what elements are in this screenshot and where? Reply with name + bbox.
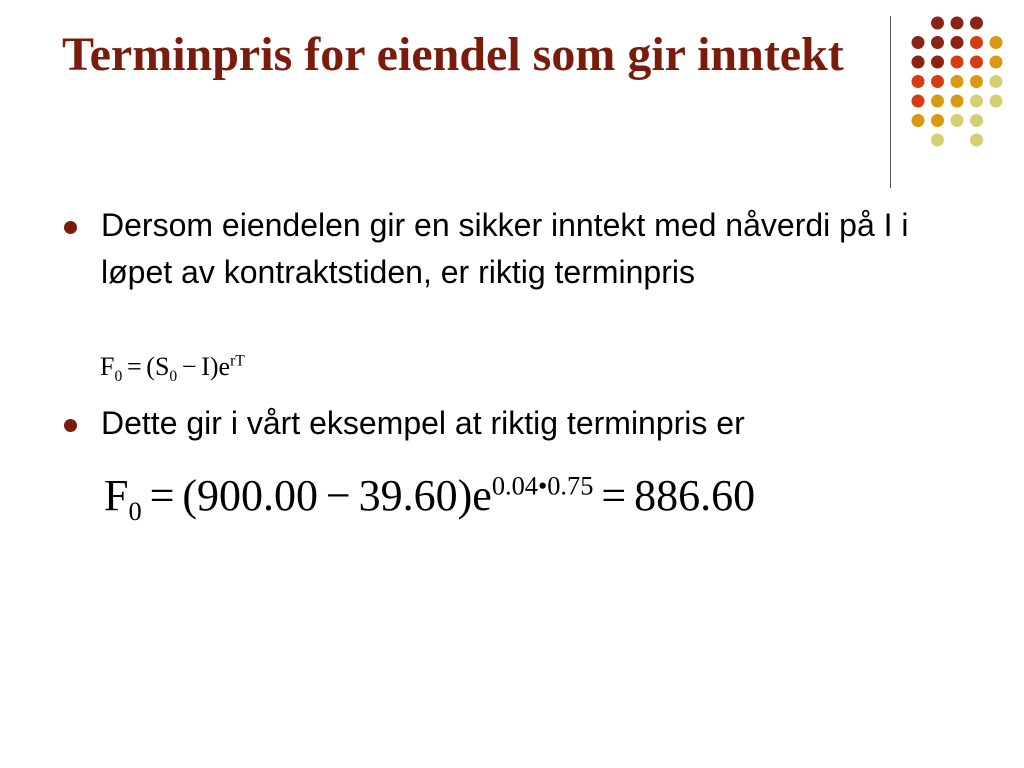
decorative-dot: [931, 36, 944, 49]
decorative-dot: [951, 95, 964, 108]
decorative-dot: [970, 56, 983, 69]
decorative-dot: [931, 95, 944, 108]
decorative-dot: [970, 17, 983, 30]
formula-subscript: 0: [169, 368, 178, 386]
decorative-dot: [912, 56, 925, 69]
bullet-text: Dette gir i vårt eksempel at riktig terminpris er: [101, 405, 745, 441]
bullet-list-second: [62, 400, 922, 447]
decorative-dot: [931, 134, 944, 147]
formula-exponent: 0.04•0.75: [491, 470, 594, 501]
decorative-dot: [931, 75, 944, 88]
formula-term: 39.60)e: [358, 471, 492, 520]
formula-example: [104, 470, 756, 526]
bullet-item: [62, 400, 922, 447]
formula-operator: =: [601, 471, 627, 520]
decorative-dot: [912, 114, 925, 127]
decorative-dot: [912, 75, 925, 88]
decorative-dot: [912, 36, 925, 49]
formula-operator: =: [126, 352, 142, 381]
formula-subscript: 0: [128, 495, 142, 526]
decorative-dot: [951, 56, 964, 69]
formula-term: I)e: [201, 352, 231, 381]
formula-subscript: 0: [114, 368, 123, 386]
decorative-dot: [970, 75, 983, 88]
decorative-dot: [990, 75, 1003, 88]
decorative-dot: [990, 56, 1003, 69]
formula-symbol: F: [100, 352, 115, 381]
decorative-dot: [951, 17, 964, 30]
decorative-dot: [970, 36, 983, 49]
bullet-text: Dersom eiendelen gir en sikker inntekt med nåverdi på I i løpet av kontraktstiden, er riktig terminpris: [101, 207, 909, 290]
decorative-dot: [951, 75, 964, 88]
slide-title: Terminpris for eiendel som gir inntekt: [62, 28, 844, 81]
formula-operator: −: [181, 352, 197, 381]
formula-term: (900.00: [182, 471, 318, 520]
decorative-dot: [970, 95, 983, 108]
bullet-item: [62, 202, 922, 296]
decorative-dot: [990, 36, 1003, 49]
vertical-divider: [890, 16, 891, 188]
decorative-dot: [970, 114, 983, 127]
bullet-icon: [64, 221, 77, 234]
formula-general: [100, 352, 245, 386]
decorative-dot: [951, 36, 964, 49]
decorative-dot: [931, 114, 944, 127]
formula-term: (S: [146, 352, 170, 381]
formula-operator: −: [325, 471, 351, 520]
formula-symbol: F: [104, 471, 129, 520]
decorative-dot: [912, 95, 925, 108]
bullet-icon: [64, 419, 77, 432]
decorative-dot: [990, 95, 1003, 108]
bullet-list: [62, 202, 922, 296]
formula-result: 886.60: [634, 471, 756, 520]
formula-exponent: rT: [230, 352, 245, 370]
decorative-dot: [970, 134, 983, 147]
decorative-dot: [931, 17, 944, 30]
decorative-dot: [951, 114, 964, 127]
formula-operator: =: [149, 471, 175, 520]
decorative-dot: [931, 56, 944, 69]
